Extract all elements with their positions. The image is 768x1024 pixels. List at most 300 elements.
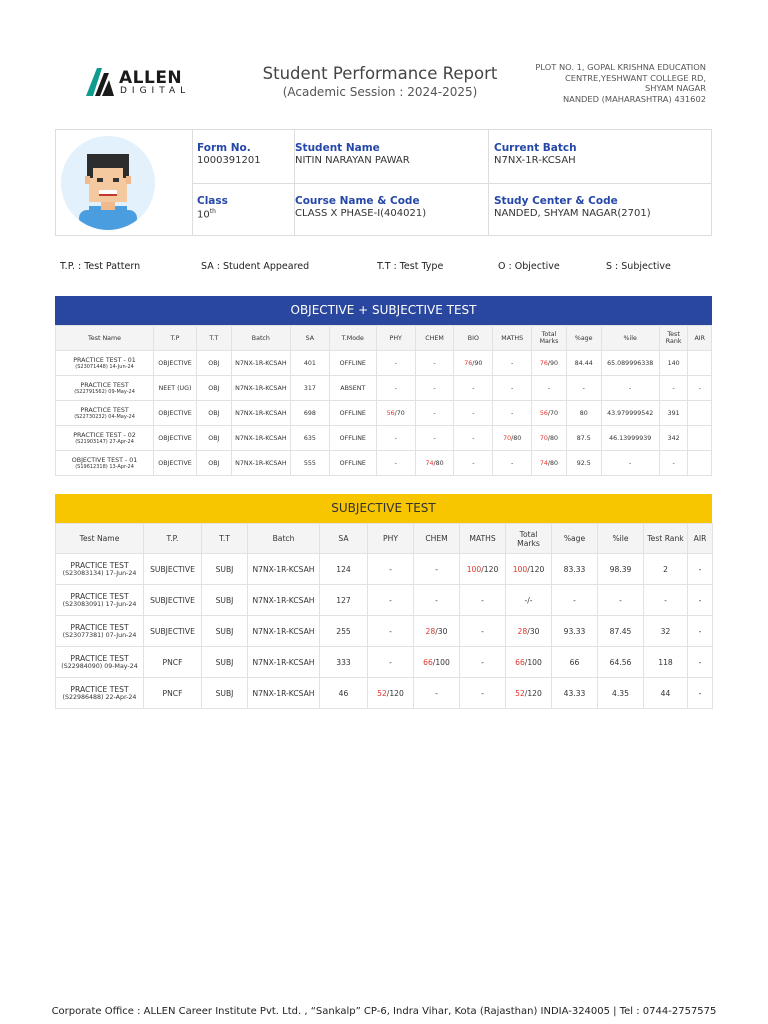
column-header: PHY [368,524,414,554]
table-cell: 635 [290,426,329,451]
table-cell [56,376,154,401]
legend-student-appeared: SA : Student Appeared [201,261,310,272]
table-cell: 84.44 [566,351,601,376]
table-cell [688,451,712,476]
table-cell [460,647,506,678]
table-cell: 4.35 [598,678,644,709]
table-cell [506,678,552,709]
table-cell [454,451,493,476]
table-cell: 64.56 [598,647,644,678]
table-cell [460,616,506,647]
table-cell: 317 [290,376,329,401]
table-cell: OBJ [196,426,231,451]
test-code-date: (S21903147) 27-Apr-24 [75,438,134,445]
table-cell: N7NX-1R-KCSAH [231,351,290,376]
table-cell: 124 [320,554,368,585]
column-header: %age [566,326,601,351]
test-code-date: (S22986488) 22-Apr-24 [62,694,137,701]
table-cell [368,678,414,709]
total-score: 66 [515,657,525,667]
legend-test-pattern: T.P. : Test Pattern [60,261,141,272]
table-cell: - [688,376,712,401]
form-no-cell [192,130,294,166]
table-cell [493,351,532,376]
address-line: PLOT NO. 1, GOPAL KRISHNA EDUCATION [535,62,706,72]
maths-score: - [511,384,514,392]
table-row [56,554,713,585]
column-header: PHY [376,326,415,351]
total-marks: -/- [524,595,533,605]
bio-score: - [472,409,475,417]
table-row [56,616,713,647]
table-cell [454,376,493,401]
avatar-cell [56,130,193,235]
report-header [0,0,768,110]
column-header: Test Rank [659,326,688,351]
table-cell: OFFLINE [329,401,376,426]
table-cell [493,376,532,401]
table-cell: SUBJECTIVE [144,616,202,647]
table-cell: OBJ [196,351,231,376]
maths-out-of: /80 [511,434,522,442]
chem-score: 28 [425,626,436,636]
column-header: T.P [154,326,197,351]
table-cell: OBJ [196,401,231,426]
chem-score: - [435,688,438,698]
column-header: AIR [688,524,713,554]
column-header: Test Rank [644,524,688,554]
table-cell [506,585,552,616]
table-cell [532,351,567,376]
form-no-value: 1000391201 [197,155,261,166]
allen-logo-icon [86,68,116,96]
table-cell [506,554,552,585]
total-score: 52 [515,688,525,698]
class-label: Class [197,195,228,207]
table-cell [56,647,144,678]
maths-score: - [511,409,514,417]
total-out-of: /120 [527,564,545,574]
table-cell: N7NX-1R-KCSAH [231,376,290,401]
total-score: 56 [539,409,548,417]
academic-session: (Academic Session : 2024-2025) [282,85,478,99]
table-cell: - [601,451,659,476]
chem-score: - [433,434,436,442]
address-line: SHYAM NAGAR [644,83,706,93]
table-cell: SUBJECTIVE [144,554,202,585]
table-cell: 140 [659,351,688,376]
column-header: T.Mode [329,326,376,351]
table-cell: - [598,585,644,616]
table-cell [376,451,415,476]
current-batch-value: N7NX-1R-KCSAH [494,155,576,166]
class-cell [192,183,294,220]
current-batch-cell [489,130,709,166]
table-row [56,351,712,376]
phy-score: - [389,657,392,667]
table-cell [460,554,506,585]
test-name: PRACTICE TEST [80,406,129,414]
table-cell: N7NX-1R-KCSAH [231,401,290,426]
table-cell [376,351,415,376]
table-cell [376,401,415,426]
table-cell: ABSENT [329,376,376,401]
table-cell: 80 [566,401,601,426]
chem-score: 66 [423,657,433,667]
objective-results-table [55,325,712,476]
table-cell: - [688,585,713,616]
phy-score: - [389,564,392,574]
table-cell [454,426,493,451]
phy-score: - [389,626,392,636]
table-row [56,376,712,401]
table-cell: SUBJ [202,616,248,647]
test-code-date: (S23071448) 14-Jun-24 [75,363,134,370]
table-cell [376,376,415,401]
table-cell: N7NX-1R-KCSAH [248,678,320,709]
table-cell [56,585,144,616]
maths-score: 100 [466,564,482,574]
bio-score: - [472,459,475,467]
table-cell: - [552,585,598,616]
table-cell [415,376,454,401]
table-cell: - [601,376,659,401]
table-cell [415,451,454,476]
table-cell: SUBJECTIVE [144,585,202,616]
student-name-value: NITIN NARAYAN PAWAR [295,155,410,166]
table-cell: 98.39 [598,554,644,585]
table-cell: - [688,554,713,585]
student-profile-card [55,129,712,236]
column-header: %age [552,524,598,554]
table-cell [414,678,460,709]
class-suffix: th [209,208,216,215]
phy-score: - [394,359,397,367]
table-cell [415,351,454,376]
chem-score: - [433,359,436,367]
legend-objective: O : Objective [498,261,560,272]
test-name: PRACTICE TEST [70,654,129,663]
table-cell [56,616,144,647]
table-cell: 2 [644,554,688,585]
total-out-of: /90 [547,359,559,367]
total-score: - [547,384,551,392]
test-code-date: (S19612318) 13-Apr-24 [75,463,134,470]
table-cell: N7NX-1R-KCSAH [231,451,290,476]
address-line: NANDED (MAHARASHTRA) 431602 [562,93,706,104]
table-cell [56,426,154,451]
table-cell: 118 [644,647,688,678]
column-header: Batch [248,524,320,554]
table-cell: OBJ [196,376,231,401]
column-header: T.P. [144,524,202,554]
column-header: T.T [202,524,248,554]
table-cell: OFFLINE [329,351,376,376]
column-header: AIR [688,326,712,351]
table-cell [415,426,454,451]
table-cell: 555 [290,451,329,476]
total-out-of: /70 [547,409,559,417]
chem-score: - [433,409,436,417]
logo-word: ALLEN [119,68,183,88]
phy-out-of: /70 [394,409,405,417]
study-center-value: NANDED, SHYAM NAGAR(2701) [494,208,651,219]
column-header: CHEM [414,524,460,554]
test-name: PRACTICE TEST - 02 [73,431,136,439]
table-cell [368,647,414,678]
table-cell: 127 [320,585,368,616]
maths-score: - [481,657,484,667]
table-cell [56,401,154,426]
table-cell [532,401,567,426]
table-cell: - [659,451,688,476]
table-cell [688,401,712,426]
table-cell [454,401,493,426]
table-cell [414,616,460,647]
course-cell [290,183,484,219]
total-score: 70 [539,434,548,442]
bio-out-of: /90 [472,359,483,367]
legend-subjective: S : Subjective [606,261,671,272]
test-name: PRACTICE TEST [70,592,129,601]
maths-score: - [481,595,484,605]
table-cell [688,426,712,451]
table-cell: 43.979999542 [601,401,659,426]
column-header: SA [320,524,368,554]
maths-out-of: /120 [481,564,499,574]
table-cell: 92.5 [566,451,601,476]
table-cell: N7NX-1R-KCSAH [248,616,320,647]
test-code-date: (S23083134) 17-Jun-24 [62,570,137,577]
table-row [56,678,713,709]
center-address [535,62,706,104]
column-header: BIO [454,326,493,351]
chem-out-of: /80 [433,459,444,467]
table-cell: SUBJ [202,647,248,678]
logo-sub: DIGITAL [120,86,191,96]
table-cell: OBJ [196,451,231,476]
table-cell [56,351,154,376]
table-cell [415,401,454,426]
student-avatar [61,136,155,230]
table-cell: 43.33 [552,678,598,709]
bio-score: - [472,434,475,442]
table-cell [460,678,506,709]
class-value-wrap [197,208,294,220]
table-cell [532,451,567,476]
table-cell: - [659,376,688,401]
column-header: MATHS [493,326,532,351]
table-cell [414,585,460,616]
table-cell: 46 [320,678,368,709]
column-header: Test Name [56,326,154,351]
maths-score: - [481,626,484,636]
student-name-cell [290,130,484,166]
table-cell: OBJECTIVE [154,351,197,376]
test-code-date: (S22730232) 04-May-24 [74,413,135,420]
table-cell: SUBJ [202,554,248,585]
student-avatar-icon [61,136,155,230]
column-header: %ile [601,326,659,351]
maths-score: 70 [503,434,512,442]
test-name: PRACTICE TEST [70,623,129,632]
column-header: MATHS [460,524,506,554]
table-cell: 401 [290,351,329,376]
allen-digital-logo [86,68,196,98]
chem-out-of: /100 [432,657,450,667]
table-cell: 46.13999939 [601,426,659,451]
objective-section-header: OBJECTIVE + SUBJECTIVE TEST [55,296,712,325]
table-cell: 255 [320,616,368,647]
column-header: %ile [598,524,644,554]
table-cell: - [688,678,713,709]
table-cell [493,426,532,451]
table-cell [56,554,144,585]
chem-score: - [435,595,438,605]
table-cell: - [688,616,713,647]
table-cell: PNCF [144,678,202,709]
table-cell: 65.089996338 [601,351,659,376]
corporate-office-footer: Corporate Office : ALLEN Career Institute Pvt. Ltd. , “Sankalp” CP-6, Indra Vihar, Kota (Rajasthan) INDIA-324005 | Tel : 0744-2757575 [51,1006,717,1017]
table-cell [688,351,712,376]
test-name: PRACTICE TEST - 01 [73,356,136,364]
table-cell: SUBJ [202,585,248,616]
chem-score: 74 [425,459,434,467]
table-cell [414,554,460,585]
test-code-date: (S23083091) 17-Jun-24 [62,601,137,608]
table-cell [506,616,552,647]
table-cell: 32 [644,616,688,647]
table-row [56,426,712,451]
table-cell [493,401,532,426]
phy-score: 52 [377,688,387,698]
table-cell [454,351,493,376]
table-cell: - [688,647,713,678]
phy-out-of: /120 [386,688,404,698]
test-name: PRACTICE TEST [70,561,129,570]
test-name: PRACTICE TEST [80,381,129,389]
table-cell [368,554,414,585]
phy-score: 56 [386,409,395,417]
column-header: Batch [231,326,290,351]
subjective-section-header: SUBJECTIVE TEST [55,494,712,523]
test-code-date: (S22791562) 09-May-24 [74,388,135,395]
table-cell: 83.33 [552,554,598,585]
table-row [56,451,712,476]
table-row [56,401,712,426]
table-cell: 698 [290,401,329,426]
table-cell: N7NX-1R-KCSAH [231,426,290,451]
table-cell: 333 [320,647,368,678]
table-cell [493,451,532,476]
table-cell [368,585,414,616]
table-row [56,585,713,616]
table-cell: 87.45 [598,616,644,647]
table-cell [506,647,552,678]
table-cell [460,585,506,616]
total-out-of: /120 [524,688,542,698]
table-cell: - [644,585,688,616]
table-cell: OFFLINE [329,426,376,451]
table-cell: 391 [659,401,688,426]
phy-score: - [389,595,392,605]
total-out-of: /80 [547,459,559,467]
table-header-row [56,524,713,554]
course-label: Course Name & Code [295,195,420,207]
test-name: OBJECTIVE TEST - 01 [71,456,138,464]
current-batch-label: Current Batch [494,142,577,154]
table-cell [532,376,567,401]
bio-score: - [472,384,475,392]
table-cell: NEET (UG) [154,376,197,401]
chem-score: - [435,564,438,574]
table-cell [368,616,414,647]
chem-out-of: /30 [435,626,448,636]
phy-score: - [394,459,397,467]
table-cell: SUBJ [202,678,248,709]
maths-score: - [481,688,484,698]
report-title: Student Performance Report [262,64,498,83]
table-cell: 93.33 [552,616,598,647]
total-out-of: /30 [527,626,540,636]
table-cell: OBJECTIVE [154,426,197,451]
table-cell: OFFLINE [329,451,376,476]
column-header: T.T [196,326,231,351]
study-center-cell [489,183,709,219]
course-value: CLASS X PHASE-I(404021) [295,208,427,219]
table-cell: PNCF [144,647,202,678]
maths-score: - [511,459,514,467]
test-code-date: (S23077381) 07-Jun-24 [62,632,137,639]
total-score: 76 [539,359,548,367]
total-score: 74 [539,459,548,467]
column-header: CHEM [415,326,454,351]
table-cell [532,426,567,451]
table-cell [56,451,154,476]
test-code-date: (S22984090) 09-May-24 [61,663,138,670]
maths-score: - [511,359,514,367]
phy-score: - [394,384,397,392]
total-out-of: /100 [524,657,542,667]
form-no-label: Form No. [197,142,251,154]
student-name-label: Student Name [295,142,380,154]
study-center-label: Study Center & Code [494,195,618,207]
table-cell: 87.5 [566,426,601,451]
table-cell [376,426,415,451]
table-cell [56,678,144,709]
column-header: Total Marks [506,524,552,554]
subjective-results-table [55,523,713,709]
total-score: 100 [512,564,528,574]
table-cell: N7NX-1R-KCSAH [248,647,320,678]
table-header-row [56,326,712,351]
phy-score: - [394,434,397,442]
bio-score: 76 [464,359,473,367]
total-score: 28 [517,626,528,636]
table-cell: OBJECTIVE [154,451,197,476]
legend-test-type: T.T : Test Type [377,261,444,272]
table-cell: 342 [659,426,688,451]
table-cell: - [566,376,601,401]
table-cell: OBJECTIVE [154,401,197,426]
column-header: Total Marks [532,326,567,351]
table-cell: N7NX-1R-KCSAH [248,585,320,616]
table-cell: 66 [552,647,598,678]
table-cell: N7NX-1R-KCSAH [248,554,320,585]
column-header: SA [290,326,329,351]
table-cell [414,647,460,678]
class-value: 10 [197,209,210,221]
